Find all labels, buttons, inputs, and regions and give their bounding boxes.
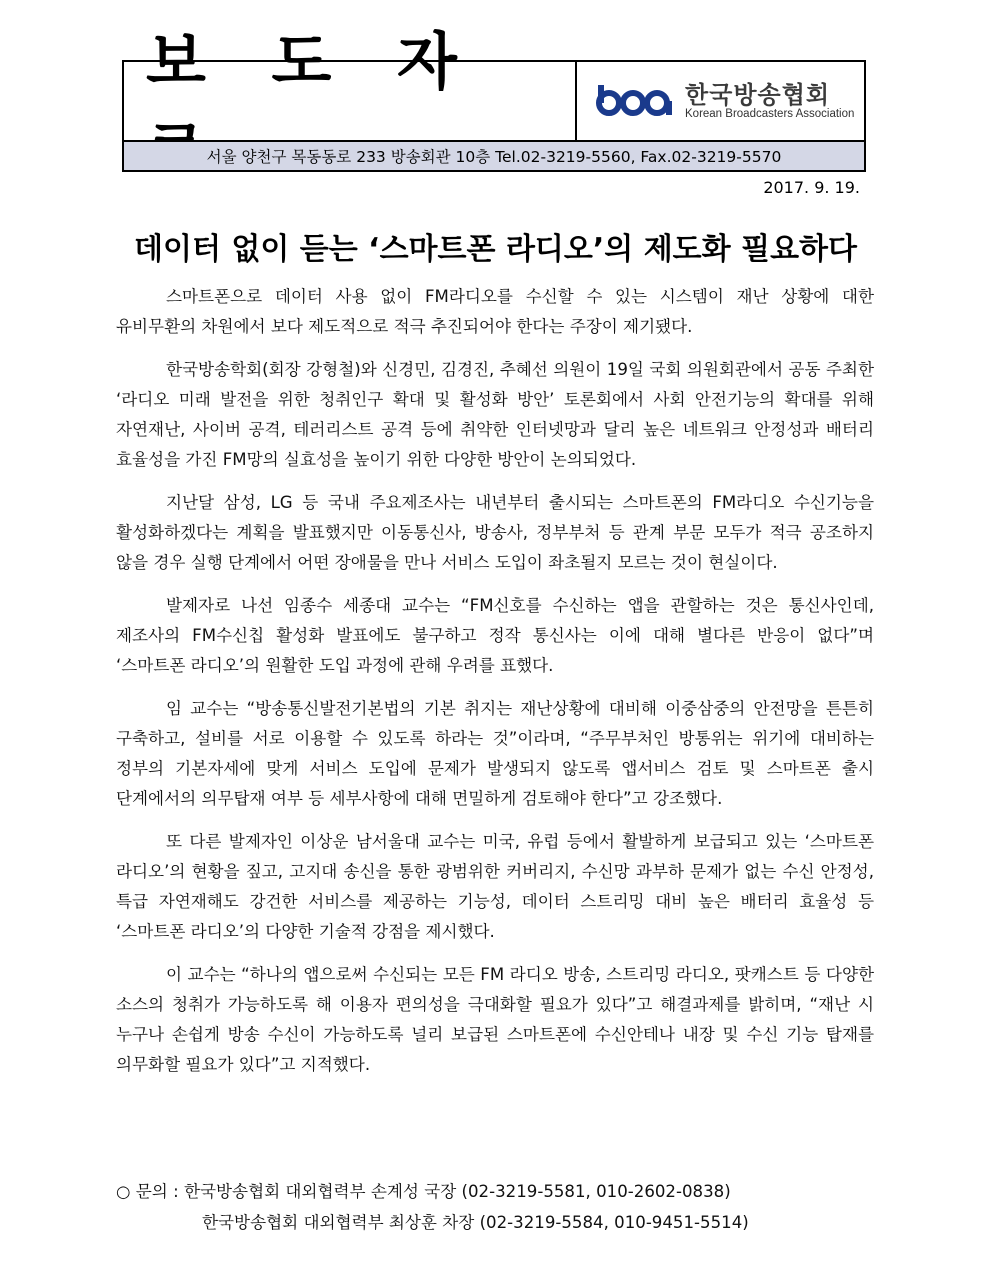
release-date: 2017. 9. 19.	[763, 178, 860, 197]
header-top-row	[124, 25, 864, 142]
paragraph: 지난달 삼성, LG 등 국내 주요제조사는 내년부터 출시되는 스마트폰의 FM라디오 수신기능을 활성화하겠다는 계획을 발표했지만 이동통신사, 방송사, 정부부처 등 관계 부문 모두가 적극 공조하지 않을 경우 실행 단계에서 어떤 장애물을 만나 서비스 도입이 좌초될지 모르는 것이 현실이다.	[116, 493, 874, 572]
kba-logo-icon	[595, 81, 675, 121]
title-cell	[124, 25, 577, 140]
article-body	[116, 282, 874, 1093]
paragraph: 또 다른 발제자인 이상운 남서울대 교수는 미국, 유럽 등에서 활발하게 보급되고 있는 ‘스마트폰 라디오’의 현황을 짚고, 고지대 송신을 통한 광범위한 커버리지, 수신망 과부하 문제가 없는 수신 안정성, 특급 자연재해도 강건한 서비스를 제공하는 기능성, 데이터 스트리밍 대비 높은 배터리 효율성 등 ‘스마트폰 라디오’의 다양한 기술적 강점을 제시했다.	[116, 832, 874, 941]
contact-line-1: ○ 문의 : 한국방송협회 대외협력부 손계성 국장 (02-3219-5581, 010-2602-0838)	[116, 1182, 731, 1201]
logo-name-english: Korean Broadcasters Association	[685, 107, 855, 120]
press-release-header	[122, 25, 866, 172]
document-title: 보 도 자	[146, 25, 479, 98]
logo-name-korean: 한국방송협회	[685, 80, 831, 109]
paragraph: 임 교수는 “방송통신발전기본법의 기본 취지는 재난상황에 대비해 이중삼중의 안전망을 튼튼히 구축하고, 설비를 서로 이용할 수 있도록 하라는 것”이라며, “주무부처인 방통위는 위기에 대비하는 정부의 기본자세에 맞게 서비스 도입에 문제가 발생되지 않도록 앱서비스 검토 및 스마트폰 출시 단계에서의 의무탑재 여부 등 세부사항에 대해 면밀하게 검토해야 한다”고 강조했다.	[116, 699, 874, 808]
paragraph: 스마트폰으로 데이터 사용 없이 FM라디오를 수신할 수 있는 시스템이 재난 상황에 대한 유비무환의 차원에서 보다 제도적으로 적극 추진되어야 한다는 주장이 제기됐다.	[116, 287, 874, 336]
address-bar: 서울 양천구 목동동로 233 방송회관 10층 Tel.02-3219-5560, Fax.02-3219-5570	[124, 142, 864, 170]
logo-text	[685, 82, 854, 121]
headline: 데이터 없이 듣는 ‘스마트폰 라디오’의 제도화 필요하다	[133, 232, 858, 267]
contact-info	[116, 1176, 876, 1238]
paragraph: 한국방송학회(회장 강형철)와 신경민, 김경진, 추혜선 의원이 19일 국회 의원회관에서 공동 주최한 ‘라디오 미래 발전을 위한 청취인구 확대 및 활성화 방안’ 토론회에서 사회 안전기능의 확대를 위해 자연재난, 사이버 공격, 테러리스트 공격 등에 취약한 인터넷망과 달리 높은 네트워크 안정성과 배터리 효율성을 가진 FM망의 실효성을 높이기 위한 다양한 방안이 논의되었다.	[116, 360, 874, 469]
contact-line-2: 한국방송협회 대외협력부 최상훈 차장 (02-3219-5584, 010-9451-5514)	[202, 1213, 749, 1232]
paragraph: 발제자로 나선 임종수 세종대 교수는 “FM신호를 수신하는 앱을 관할하는 것은 통신사인데, 제조사의 FM수신칩 활성화 발표에도 불구하고 정작 통신사는 이에 대해 별다른 반응이 없다”며 ‘스마트폰 라디오’의 원활한 도입 과정에 관해 우려를 표했다.	[116, 596, 874, 675]
logo-cell	[577, 62, 864, 140]
paragraph: 이 교수는 “하나의 앱으로써 수신되는 모든 FM 라디오 방송, 스트리밍 라디오, 팟캐스트 등 다양한 소스의 청취가 가능하도록 해 이용자 편의성을 극대화할 필요가 있다”고 해결과제를 밝히며, “재난 시 누구나 손쉽게 방송 수신이 가능하도록 널리 보급된 스마트폰에 수신안테나 내장 및 수신 기능 탑재를 의무화할 필요가 있다”고 지적했다.	[116, 965, 874, 1074]
